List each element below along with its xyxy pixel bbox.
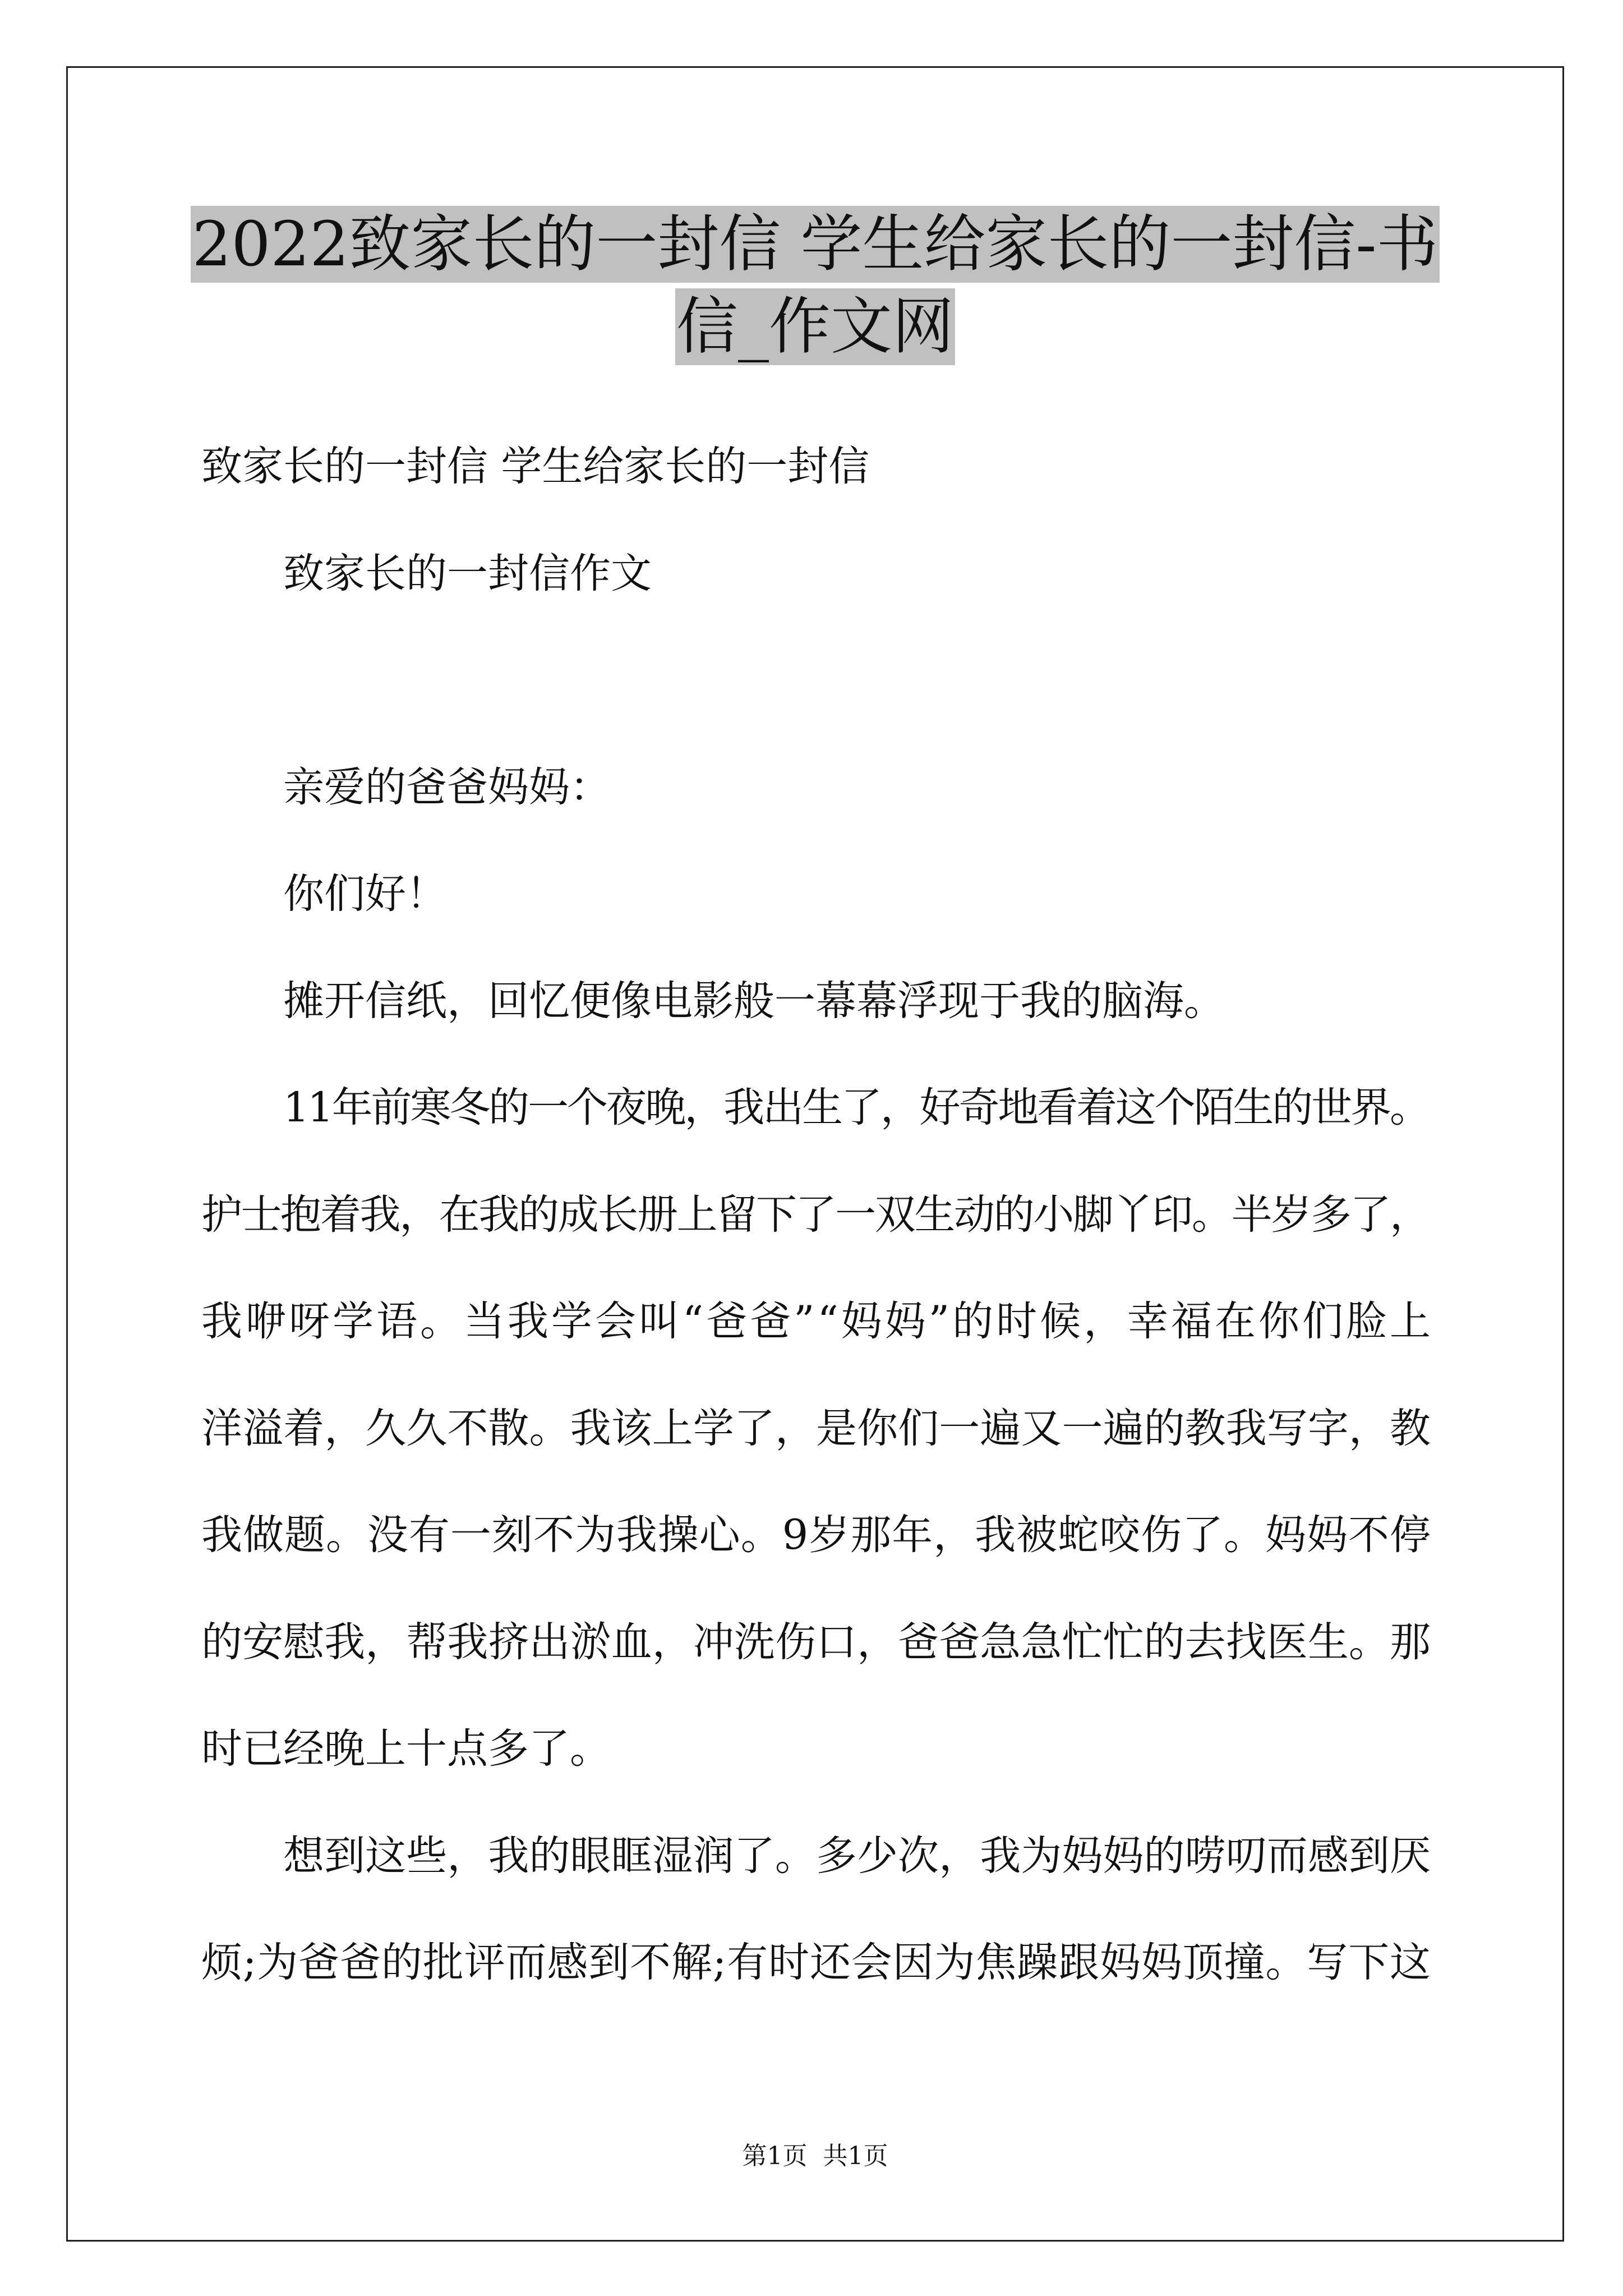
text-line — [201, 1803, 1431, 1910]
lead-line-text: 致家长的一封信 学生给家长的一封信 — [201, 443, 870, 490]
text-line — [201, 1482, 1431, 1589]
letter-body — [201, 413, 1431, 2017]
text-line-content: 时已经晚上十点多了。 — [201, 1725, 611, 1773]
text-line-content: 护士抱着我，在我的成长册上留下了一双生动的小脚丫印。半岁多了， — [201, 1190, 1430, 1239]
text-line-content: 你们好！ — [283, 870, 447, 918]
text-line — [201, 841, 1431, 948]
paragraph — [201, 1803, 1431, 2017]
paragraph — [201, 948, 1431, 1055]
text-line-content: 11年前寒冬的一个夜晚，我出生了，好奇地看着这个陌生的世界。 — [283, 1084, 1429, 1131]
text-line-content: 我咿呀学语。当我学会叫“爸爸”“妈妈”的时候，幸福在你们脸上 — [201, 1297, 1433, 1345]
text-line-content: 想到这些，我的眼眶湿润了。多少次，我为妈妈的唠叨而感到厌 — [283, 1832, 1431, 1880]
text-line — [201, 1162, 1431, 1269]
text-line — [201, 734, 1431, 841]
title-highlight: 信_作文网 — [675, 288, 955, 365]
title-highlight: 2022致家长的一封信 学生给家长的一封信-书 — [191, 206, 1439, 283]
title-line — [66, 206, 1564, 283]
text-line-content: 的安慰我，帮我挤出淤血，冲洗伤口，爸爸急急忙忙的去找医生。那 — [201, 1618, 1431, 1666]
text-line — [201, 948, 1431, 1055]
text-line — [201, 1268, 1431, 1375]
paragraph-salutation — [201, 734, 1431, 841]
text-line — [201, 1589, 1431, 1696]
document-title — [66, 206, 1564, 371]
paragraph-greeting — [201, 841, 1431, 948]
text-line-content: 亲爱的爸爸妈妈： — [283, 763, 611, 811]
text-line-content: 我做题。没有一刻不为我操心。9岁那年，我被蛇咬伤了。妈妈不停 — [201, 1511, 1431, 1559]
lead-line — [201, 413, 1431, 521]
page-footer: 第1页 共1页 — [742, 2142, 888, 2170]
title-line — [66, 288, 1564, 365]
text-line — [201, 1696, 1431, 1803]
text-line-content: 洋溢着，久久不散。我该上学了，是你们一遍又一遍的教我写字，教 — [201, 1404, 1431, 1452]
blank-line — [201, 627, 1431, 734]
section-heading-text: 致家长的一封信作文 — [283, 549, 652, 597]
text-line — [201, 1375, 1431, 1483]
text-line-content: 烦;为爸爸的批评而感到不解;有时还会因为焦躁跟妈妈顶撞。写下这 — [201, 1939, 1431, 1986]
text-line — [201, 1910, 1431, 2017]
text-line-content: 摊开信纸，回忆便像电影般一幕幕浮现于我的脑海。 — [283, 977, 1225, 1025]
section-heading — [201, 521, 1431, 628]
paragraph — [201, 1055, 1431, 1803]
text-line — [201, 1055, 1431, 1162]
